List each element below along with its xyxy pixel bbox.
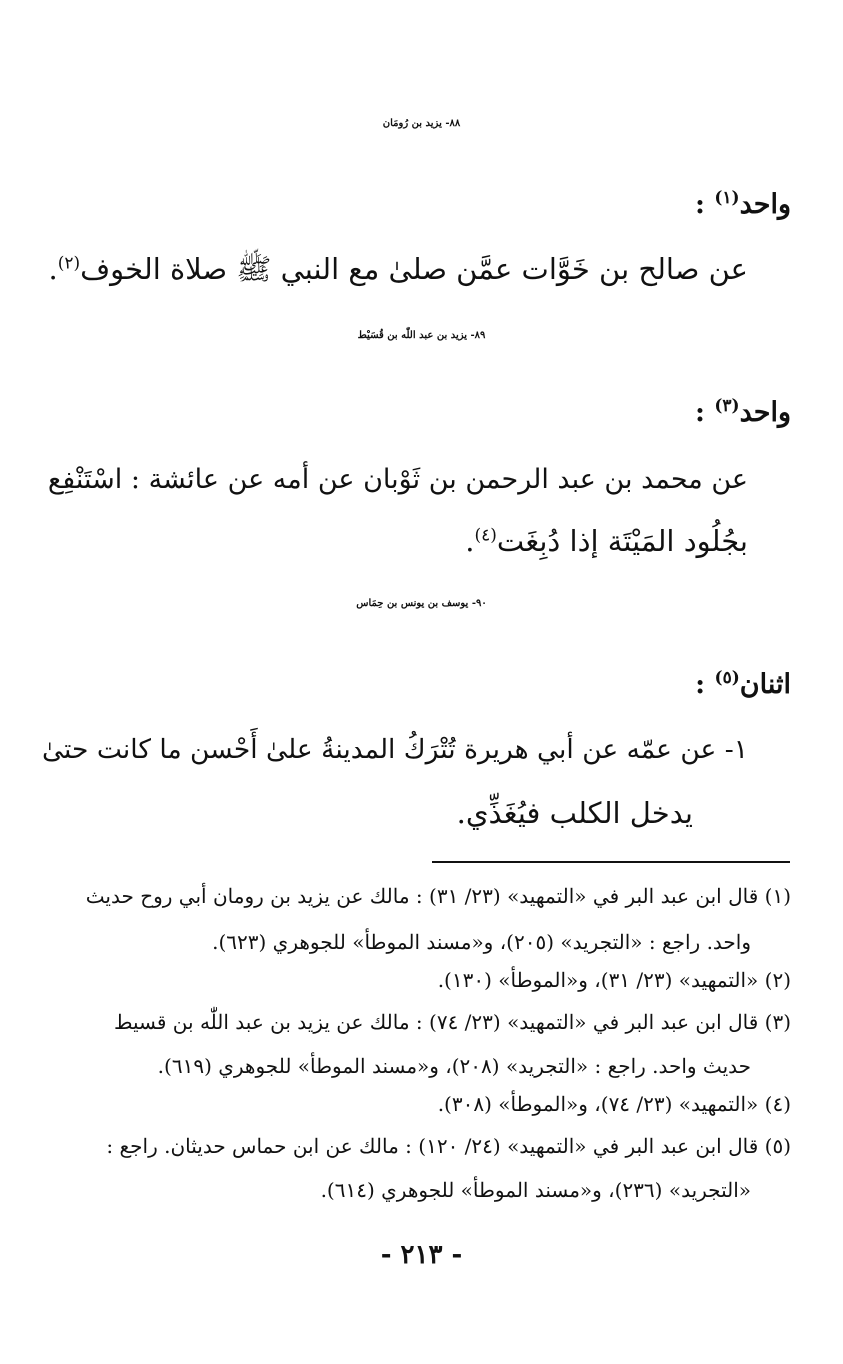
hadith-line: بجُلُود المَيْتَة إذا دُبِغَت$^{(٤)}$. [465, 524, 748, 558]
footnote-ref: (١) [714, 188, 740, 208]
footnote-ref: (٤) [474, 525, 497, 546]
section-heading-88: ٨٨- يزيد بن رُومَان [382, 118, 461, 129]
narration-count-label-88: واحد$^{(١)}$ : [694, 188, 791, 220]
section-heading-90: ٩٠- يوسف بن يونس بن حِمَاس [356, 598, 487, 609]
footnote-1: (١) قال ابن عبد البر في «التمهيد» (٢٣/ ٣١) : مالك عن يزيد بن رومان أبي روح حديث [85, 884, 791, 908]
footnote-ref: (٢) [57, 253, 81, 274]
narration-count-label-90: اثنان$^{(٥)}$ : [695, 668, 791, 700]
footnote-4: (٤) «التمهيد» (٢٣/ ٧٤)، و«الموطأ» (٣٠٨). [437, 1092, 791, 1116]
section-heading-89: ٨٩- يزيد بن عبد اللّٰه بن قُسَيْط [357, 330, 486, 341]
footnote-3: (٣) قال ابن عبد البر في «التمهيد» (٢٣/ ٧٤) : مالك عن يزيد بن عبد اللّٰه بن قسيط [114, 1010, 791, 1034]
hadith-line: يدخل الكلب فيُغَذِّي. [456, 796, 693, 830]
footnote-5-continued: «التجريد» (٢٣٦)، و«مسند الموطأ» للجوهري (٦١٤). [320, 1178, 751, 1202]
footnote-ref: (٣) [714, 396, 740, 416]
footnote-5: (٥) قال ابن عبد البر في «التمهيد» (٢٤/ ١٢٠) : مالك عن ابن حماس حديثان. راجع : [106, 1134, 791, 1158]
footnote-ref: (٥) [714, 668, 740, 688]
narration-count-label-89: واحد$^{(٣)}$ : [694, 396, 791, 428]
footnote-2: (٢) «التمهيد» (٢٣/ ٣١)، و«الموطأ» (١٣٠). [437, 968, 791, 992]
hadith-line: ١- عن عمّه عن أبي هريرة تُتْرَكُ المدينةُ علىٰ أَحْسن ما كانت حتىٰ [41, 734, 748, 765]
footnote-1-continued: واحد. راجع : «التجريد» (٢٠٥)، و«مسند الموطأ» للجوهري (٦٢٣). [212, 930, 751, 954]
footnote-divider [432, 861, 790, 863]
hadith-line: عن صالح بن خَوَّات عمَّن صلىٰ مع النبي ﷺ صلاة الخوف$^{(٢)}$. [48, 252, 748, 286]
page-number: - ٢١٣ - [380, 1240, 463, 1270]
footnote-3-continued: حديث واحد. راجع : «التجريد» (٢٠٨)، و«مسند الموطأ» للجوهري (٦١٩). [157, 1054, 751, 1078]
hadith-line: عن محمد بن عبد الرحمن بن ثَوْبان عن أمه عن عائشة : اسْتَنْفِع [47, 464, 748, 495]
